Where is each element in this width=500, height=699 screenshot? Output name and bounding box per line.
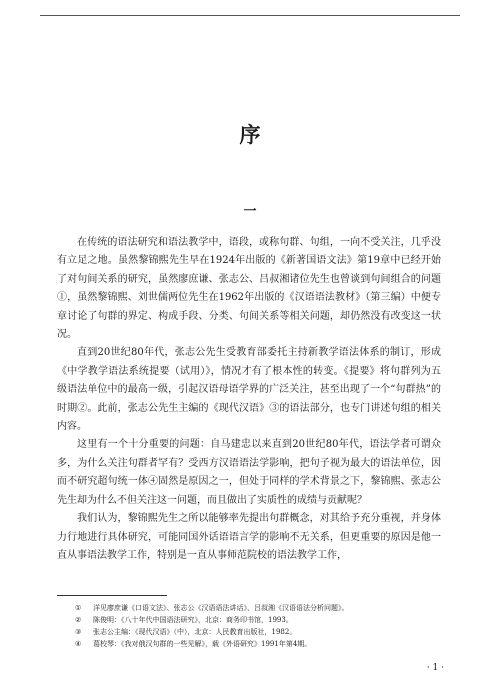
body-text <box>57 234 441 565</box>
footnote-item <box>75 614 445 626</box>
footnote-number: ④ <box>75 640 82 648</box>
paragraph: 直到20世纪80年代，张志公先生受教育部委托主持新教学语法体系的制订，形成《中学教学语法系统提要（试用）》，情况才有了根本性的转变。《提要》将句群列为五级语法单位中的最高一级，引起汉语母语学界的广泛关注，甚至出现了一个“句群热”的时期②。此前，张志公先生主编的《现代汉语》③的语法部分，也专门讲述句组的相关内容。 <box>57 347 441 433</box>
footnotes <box>75 602 445 650</box>
footnote-text: 葛校琴：《我对俄汉句群的一些见解》，载《外语研究》1991年第4期。 <box>93 640 312 648</box>
footnote-number: ① <box>75 604 82 612</box>
footnote-text: 洋见廖庶谦《口语文法》、张志公《汉语语法讲话》、吕叔湘《汉语语法分析问题》。 <box>93 604 349 612</box>
section-heading: 一 <box>243 204 257 219</box>
footnote-number: ② <box>75 616 82 624</box>
paragraph: 这里有一个十分重要的问题：自马建忠以来直到20世纪80年代，语法学者可谓众多，为什么关注句群者罕有？受西方汉语语法学影响，把句子视为最大的语法单位，因而不研究超句统一体④固然是原因之一，但处于同样的学术背景之下，黎锦熙、张志公先生却为什么不但关注这一问题，而且做出了实质性的成绩与贡献呢？ <box>57 439 441 506</box>
footnote-text: 张志公主编：《现代汉语》（中），北京：人民教育出版社，1982。 <box>93 628 297 636</box>
footnote-item <box>75 638 445 650</box>
paragraph: 在传统的语法研究和语法教学中，语段，或称句群、句组，一向不受关注，几乎没有立足之地。虽然黎锦熙先生早在1924年出版的《新著国语文法》第19章中已经开始了对句间关系的研究，虽然廖庶谦、张志公、吕叔湘诸位先生也曾谈到句间组合的问题①，虽然黎锦熙、刘世儒两位先生在1962年出版的《汉语语法教材》（第三编）中便专章讨论了句群的界定、构成手段、分类、句间关系等相关问题，却仍然没有改变这一状况。 <box>57 237 441 341</box>
footnote-item <box>75 602 445 614</box>
header-rule <box>40 15 460 16</box>
footnote-rule <box>57 595 167 596</box>
page-title: 序 <box>239 122 261 147</box>
page-number: · 1 · <box>426 663 444 673</box>
footnote-number: ③ <box>75 628 82 636</box>
footnote-text: 陈俊明：《八十年代中国语法研究》，北京：商务印书馆，1993。 <box>93 616 293 624</box>
paragraph: 我们认为，黎锦熙先生之所以能够率先提出句群概念，对其给予充分重视，并身体力行地进行具体研究，可能同国外话语语言学的影响不无关系，但更重要的原因是他一直从事语法教学工作，特别是一直从事师范院校的语法教学工作， <box>57 513 441 561</box>
footnote-item <box>75 626 445 638</box>
